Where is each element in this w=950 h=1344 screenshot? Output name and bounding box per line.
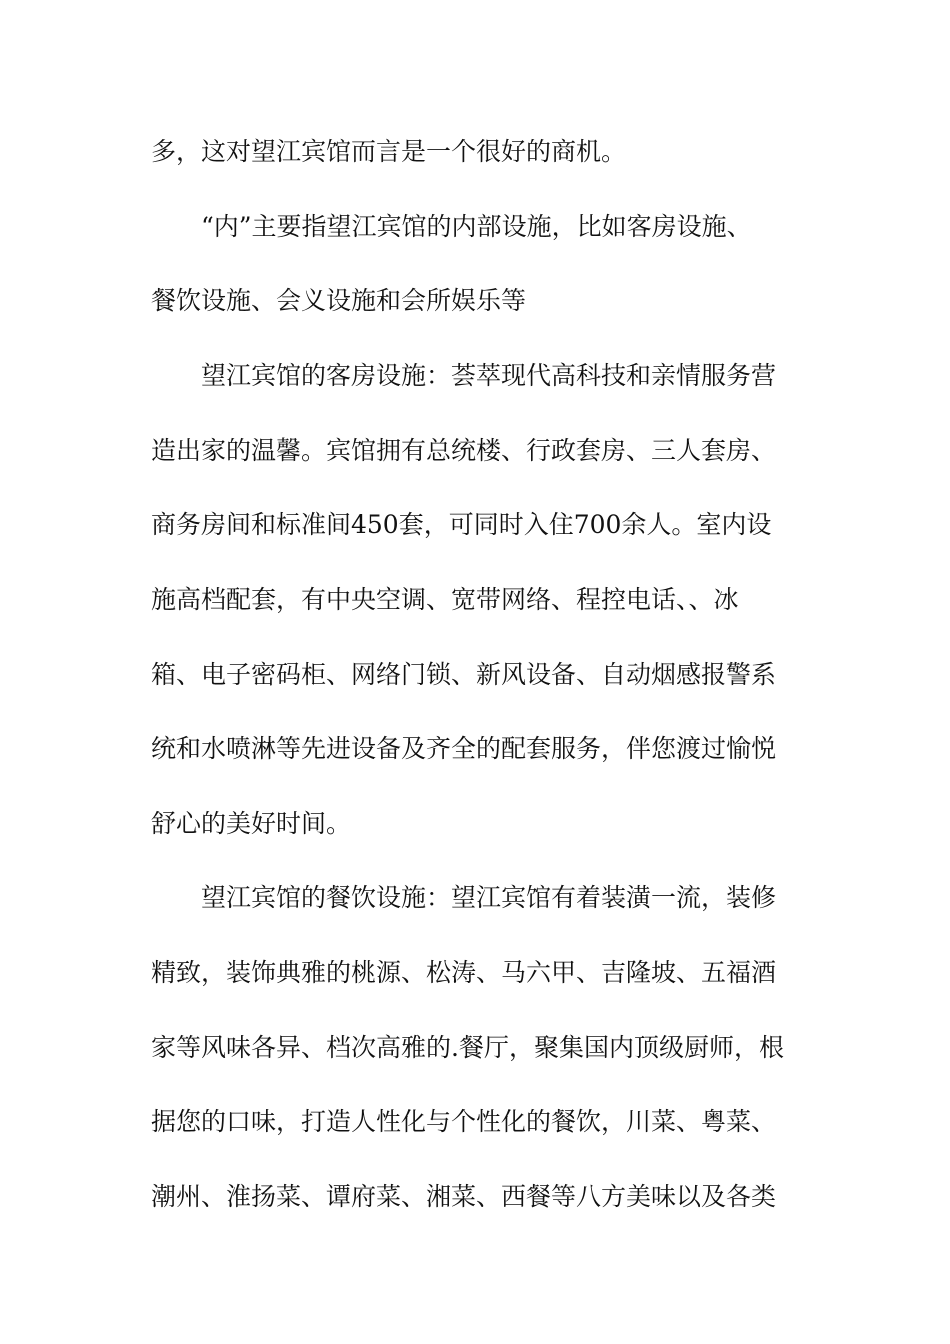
text-line-9: 统和水喷淋等先进设备及齐全的配套服务，伴您渡过愉悦 <box>151 734 777 763</box>
text-line-11: 望江宾馆的餐饮设施：望江宾馆有着装潢一流，装修 <box>201 883 777 912</box>
text-line-14: 据您的口味，打造人性化与个性化的餐饮，川菜、粤菜、 <box>151 1107 777 1136</box>
text-line-4: 望江宾馆的客房设施：荟萃现代高科技和亲情服务营 <box>201 361 777 390</box>
text-line-7: 施高档配套，有中央空调、宽带网络、程控电话、、冰 <box>151 585 739 614</box>
text-line-13: 家等风味各异、档次高雅的.餐厅，聚集国内顶级厨师，根 <box>151 1033 784 1062</box>
text-line-2: “内”主要指望江宾馆的内部设施，比如客房设施、 <box>201 212 752 241</box>
text-line-5: 造出家的温馨。宾馆拥有总统楼、行政套房、三人套房、 <box>151 436 777 465</box>
text-line-3: 餐饮设施、会义设施和会所娱乐等 <box>151 286 527 315</box>
text-line-15: 潮州、淮扬菜、谭府菜、湘菜、西餐等八方美味以及各类 <box>151 1182 777 1211</box>
text-line-1: 多，这对望江宾馆而言是一个很好的商机。 <box>151 137 627 166</box>
text-line-12: 精致，装饰典雅的桃源、松涛、马六甲、吉隆坡、五福酒 <box>151 958 777 987</box>
text-line-8: 箱、电子密码柜、网络门锁、新风设备、自动烟感报警系 <box>151 660 777 689</box>
text-line-6: 商务房间和标准间450套，可同时入住700余人。室内设 <box>151 510 772 539</box>
text-line-10: 舒心的美好时间。 <box>151 809 352 838</box>
